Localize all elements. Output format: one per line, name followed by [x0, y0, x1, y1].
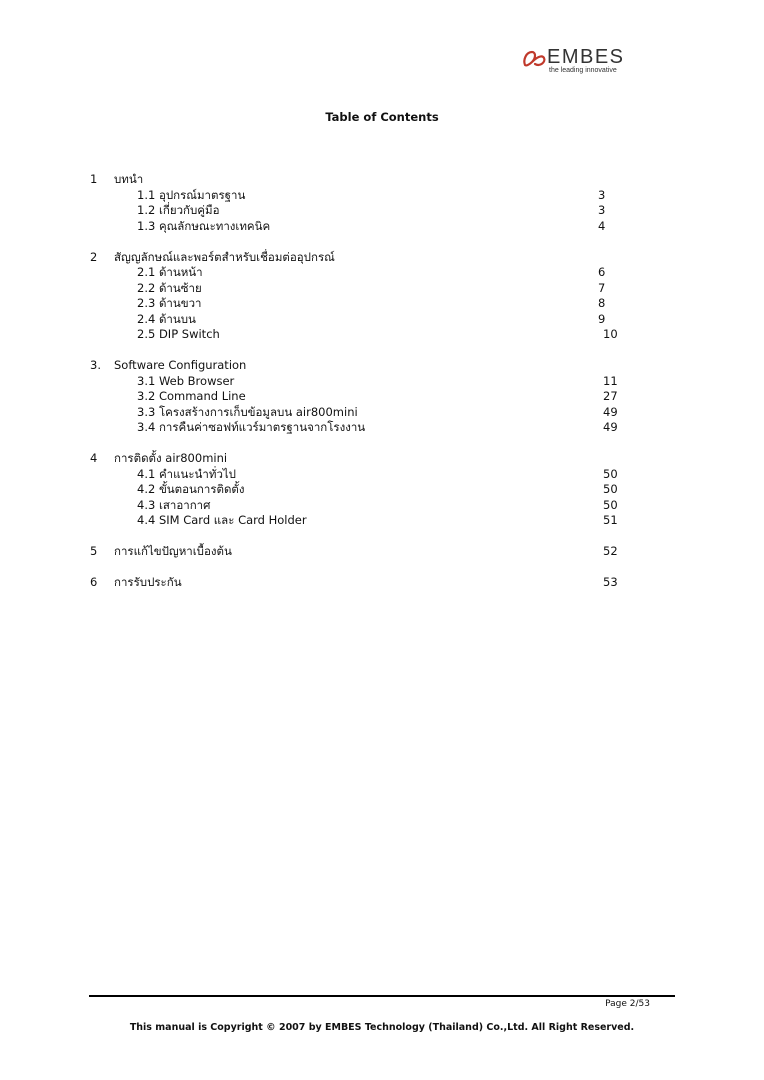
toc-section-number: 3.: [90, 358, 101, 372]
toc-subsection-title: 3.3 โครงสร้างการเก็บข้อมูลบน air800mini: [137, 404, 358, 419]
toc-page-number: 9: [598, 311, 606, 326]
toc-section-title: การรับประกัน: [114, 575, 182, 589]
toc-page-number: 6: [598, 265, 606, 279]
toc-subsection-row: [0, 265, 764, 280]
toc-subsection-title: 2.3 ด้านขวา: [137, 296, 202, 310]
toc-page-number: 50: [603, 466, 618, 481]
toc-page-number: 4: [598, 218, 606, 233]
toc-section-number: 1: [90, 172, 98, 186]
toc-section-row: [0, 544, 764, 559]
toc-subsection-row: [0, 420, 764, 435]
toc-section-title: การติดตั้ง air800mini: [114, 451, 228, 465]
toc-page-number: 11: [603, 373, 618, 388]
logo-tagline: the leading innovative: [549, 67, 617, 74]
toc-section-number: 2: [90, 249, 98, 264]
toc-section-title: สัญญลักษณ์และพอร์ตสำหรับเชื่อมต่ออุปกรณ์: [114, 249, 335, 264]
toc-page-number: 51: [603, 513, 618, 527]
toc-section-number: 5: [90, 544, 98, 558]
toc-subsection-row: [0, 482, 764, 497]
toc-section-title: บทนำ: [114, 172, 144, 186]
toc-subsection-row: [0, 296, 764, 311]
toc-subsection-title: 1.1 อุปกรณ์มาตรฐาน: [137, 187, 246, 202]
toc-page-number: 3: [598, 187, 606, 202]
page-number: Page 2/53: [605, 999, 650, 1009]
footer-divider: [89, 995, 675, 997]
toc-subsection-row: [0, 188, 764, 203]
toc-subsection-title: 3.1 Web Browser: [137, 373, 235, 388]
toc-subsection-title: 1.2 เกี่ยวกับคู่มือ: [137, 203, 220, 217]
toc-section-title: Software Configuration: [114, 358, 247, 372]
toc-subsection-row: [0, 374, 764, 389]
page-title: Table of Contents: [325, 110, 439, 124]
toc-subsection-row: [0, 513, 764, 528]
toc-page-number: 49: [603, 404, 618, 419]
toc-page-number: 49: [603, 420, 618, 434]
toc-section-row: [0, 172, 764, 187]
toc-section-number: 4: [90, 451, 98, 465]
toc-page-number: 27: [603, 389, 618, 403]
toc-page-number: 8: [598, 296, 606, 310]
toc-section-row: [0, 250, 764, 265]
toc-page-number: 53: [603, 575, 618, 589]
toc-section-row: [0, 575, 764, 590]
toc-page-number: 3: [598, 203, 606, 217]
toc-page-number: 7: [598, 280, 606, 295]
toc-subsection-row: [0, 327, 764, 342]
company-logo: [522, 46, 632, 80]
toc-subsection-row: [0, 498, 764, 513]
toc-subsection-title: 4.4 SIM Card และ Card Holder: [137, 513, 307, 527]
toc-subsection-title: 2.5 DIP Switch: [137, 327, 220, 341]
toc-section-row: [0, 358, 764, 373]
toc-subsection-title: 2.4 ด้านบน: [137, 311, 196, 326]
embes-logo-icon: [522, 49, 546, 69]
toc-page-number: 52: [603, 544, 618, 558]
toc-section-number: 6: [90, 575, 98, 589]
toc-subsection-row: [0, 219, 764, 234]
toc-subsection-row: [0, 312, 764, 327]
toc-page-number: 50: [603, 497, 618, 512]
toc-subsection-row: [0, 389, 764, 404]
toc-subsection-title: 4.3 เสาอากาศ: [137, 497, 211, 512]
toc-subsection-title: 3.4 การคืนค่าซอฟท์แวร์มาตรฐานจากโรงงาน: [137, 420, 366, 434]
toc-subsection-row: [0, 203, 764, 218]
toc-subsection-title: 4.1 คำแนะนำทั่วไป: [137, 466, 236, 481]
logo-wordmark: EMBES: [547, 46, 625, 68]
toc-subsection-title: 1.3 คุณลักษณะทางเทคนิค: [137, 218, 271, 233]
copyright-notice: This manual is Copyright © 2007 by EMBES Technology (Thailand) Co.,Ltd. All Right Reserved.: [129, 1022, 635, 1033]
toc-subsection-row: [0, 467, 764, 482]
toc-section-row: [0, 451, 764, 466]
toc-section-title: การแก้ไขปัญหาเบื้องต้น: [114, 544, 232, 558]
toc-subsection-row: [0, 281, 764, 296]
toc-page-number: 50: [603, 482, 618, 496]
toc-subsection-row: [0, 405, 764, 420]
toc-subsection-title: 3.2 Command Line: [137, 389, 246, 403]
toc-subsection-title: 2.2 ด้านซ้าย: [137, 280, 202, 295]
toc-subsection-title: 2.1 ด้านหน้า: [137, 265, 203, 279]
toc-subsection-title: 4.2 ขั้นตอนการติดตั้ง: [137, 482, 245, 496]
toc-page-number: 10: [603, 327, 618, 341]
